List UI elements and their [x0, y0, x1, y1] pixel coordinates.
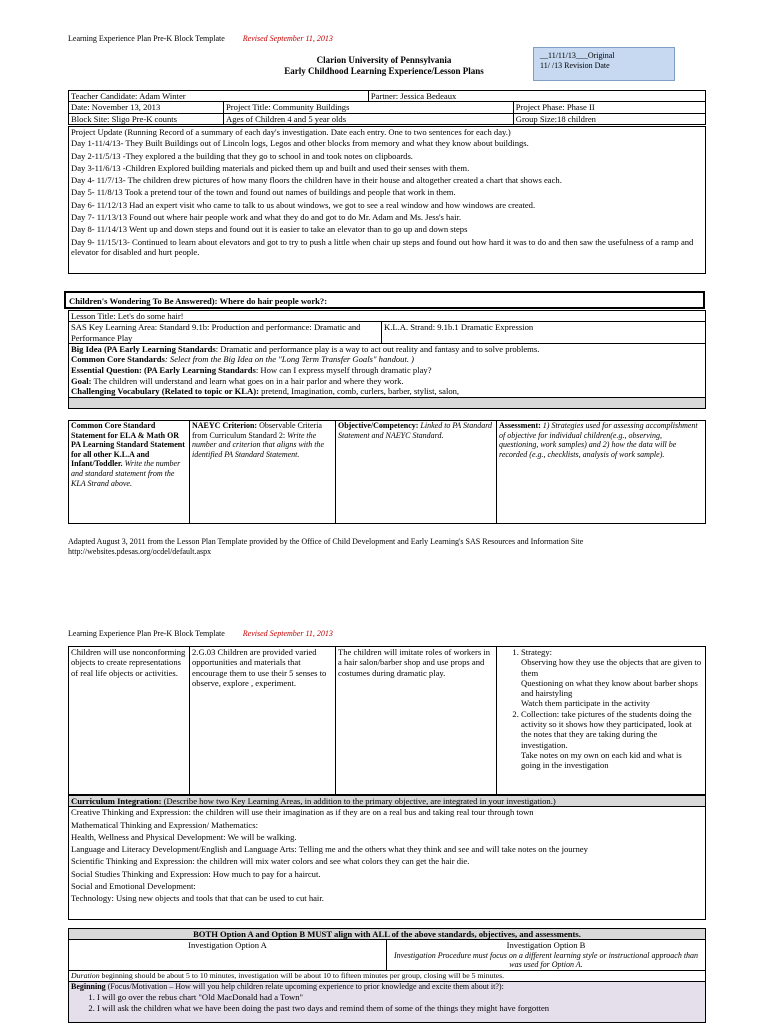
assessment — [497, 647, 706, 795]
kla-strand: K.L.A. Strand: 9.1b.1 Dramatic Expression — [382, 322, 706, 344]
col-naeyc-bold: NAEYC Criterion: — [192, 421, 258, 430]
vocabulary-text: pretend, Imagination, comb, curlers, barber, stylist, salon, — [258, 386, 460, 397]
beginning — [69, 982, 706, 1023]
collection-label: 2. Collection: take pictures of the students doing the activity so it shows how they participated, look at the notes that they are taking during the investigation. — [521, 708, 692, 750]
essential-question-text: : How can I express myself through dramatic play? — [255, 365, 432, 376]
integration-line: Creative Thinking and Expression: the children will use their imagination as if they are on a real bus and taking real tour through town — [71, 807, 534, 818]
big-idea — [71, 344, 703, 355]
footer-line-1: Adapted August 3, 2011 from the Lesson Plan Template provided by the Office of Child Development and Early Learning's SAS Resources and Information Site — [68, 537, 584, 546]
investigation-table — [68, 928, 706, 1023]
beginning-item: 1. I will go over the rebus chart "Old MacDonald had a Town" — [97, 992, 703, 1002]
strategy-line: Questioning on what they know about barber shops and hairstyling — [521, 677, 698, 699]
integration-line: Social Studies Thinking and Expression: How much to pay for a haircut. — [71, 868, 321, 879]
col-assessment — [497, 421, 706, 524]
strategy-label: 1. Strategy: — [521, 647, 553, 657]
integration-line: Technology: Using new objects and tools that that can be used to cut hair. — [71, 893, 324, 904]
beginning-text: (Focus/Motivation – How will you help children relate upcoming experience to prior knowledge and excite them about it?): — [105, 982, 504, 992]
option-a-heading: Investigation Option A — [69, 940, 387, 970]
title-line-2: Early Childhood Learning Experience/Lesson Plans — [284, 66, 484, 76]
essential-question — [71, 365, 703, 376]
standard-statement: Children will use nonconforming objects to create representations of real life objects or activities. — [69, 647, 190, 795]
revision-box — [533, 47, 675, 81]
goal-label: Goal: — [71, 375, 92, 386]
page1-header — [68, 34, 333, 43]
beginning-label: Beginning — [71, 982, 106, 992]
objectives-table — [68, 646, 706, 795]
option-b-heading: Investigation Option B — [506, 940, 586, 951]
day-entry: Day 5- 11/8/13 Took a pretend tour of the town and found out names of buildings and people that work in them. — [71, 187, 456, 198]
naeyc-criterion: 2.G.03 Children are provided varied opportunities and materials that encourage them to use their 5 senses to observe, explore , experiment. — [190, 647, 336, 795]
ages: Ages of Children 4 and 5 year olds — [224, 113, 514, 124]
beginning-list — [71, 992, 703, 1013]
integration-line: Social and Emotional Development: — [71, 881, 196, 892]
childrens-wondering — [64, 291, 705, 309]
curriculum-integration-text: (Describe how two Key Learning Areas, in addition to the primary objective, are integrated in your investigation.) — [161, 796, 556, 806]
day-entry: Day 4- 11/7/13- The children drew pictures of how many floors the children have in their house and altogether created a chart that shows each. — [71, 175, 562, 186]
lesson-title: Lesson Title: Let's do some hair! — [69, 311, 706, 322]
sas-key-learning-area: SAS Key Learning Area: Standard 9.1b: Production and performance: Dramatic and Performance Play — [69, 322, 382, 344]
strategy-line: Observing how they use the objects that are given to them — [521, 657, 702, 678]
essential-question-label: Essential Question: (PA Early Learning Standards — [71, 365, 256, 376]
vocabulary-label: Challenging Vocabulary (Related to topic or KLA): — [71, 386, 259, 397]
col-objective-bold: Objective/Competency: — [338, 421, 419, 430]
info-table — [68, 90, 706, 125]
standards-table — [68, 420, 706, 524]
project-phase: Project Phase: Phase II — [513, 102, 705, 113]
integration-line: Mathematical Thinking and Expression/ Mathematics: — [71, 819, 258, 830]
day-entry: Day 9- 11/15/13- Continued to learn about elevators and got to try to push a little when chair up steps and found out how hard it was to do and then saw the usefulness of a ramp and elevator for disabled and hurt people. — [71, 236, 694, 257]
option-b-cell — [387, 940, 706, 970]
big-idea-text: : Dramatic and performance play is a way to act out reality and fantasy and to solve problems. — [215, 343, 540, 354]
page1-footer — [68, 537, 708, 557]
block-site: Block Site: Sligo Pre-K counts — [69, 113, 224, 124]
integration-line: Health, Wellness and Physical Development: We will be walking. — [71, 831, 297, 842]
big-idea-block — [69, 343, 706, 397]
curriculum-integration-body — [69, 807, 705, 903]
page2-header-revised: Revised September 11, 2013 — [242, 629, 333, 638]
revision-date: 11/ /13 Revision Date — [540, 61, 610, 70]
duration-text: beginning should be about 5 to 10 minutes, investigation will be about 10 to fifteen minutes per group, closing will be 5 minutes. — [99, 970, 505, 980]
col-common-core-bold: Common Core Standard Statement for ELA & Math OR PA Learning Standard Statement for all other K.L.A and Infant/Toddler. — [71, 421, 185, 469]
col-naeyc-italic: Write the number and criterion that aligns with the identified PA Standard Statement. — [192, 430, 324, 459]
day-entry: Day 3-11/6/13 -Children Explored building materials and picked them up and built and used their senses with them. — [71, 162, 470, 173]
col-objective — [336, 421, 497, 524]
integration-line: Language and Literacy Development/English and Language Arts: Telling me and the others what they think and see and will take notes on the journey — [71, 844, 588, 855]
footer-link[interactable]: http://websites.pdesas.org/ocdel/default.aspx — [68, 547, 212, 556]
common-core-label: Common Core Standards — [71, 354, 165, 365]
revision-original: __11/11/13___Original — [540, 51, 615, 60]
project-update — [68, 126, 706, 274]
common-core — [71, 354, 703, 365]
teacher-candidate: Teacher Candidate: Adam Winter — [69, 91, 369, 102]
goal — [71, 376, 703, 387]
strategy-line: Watch them participate in the activity — [521, 698, 650, 709]
gray-separator — [69, 397, 706, 408]
objective: The children will imitate roles of workers in a hair salon/barber shop and use props and costumes during dramatic play. — [336, 647, 497, 795]
col-common-core — [69, 421, 190, 524]
day-entry: Day 2-11/5/13 -They explored a the building that they go to school in and took notes on clipboards. — [71, 150, 413, 161]
vocabulary — [71, 386, 703, 397]
common-core-text: : Select from the Big Idea on the "Long Term Transfer Goals" handout. ) — [164, 354, 415, 365]
day-entry: Day 1-11/4/13- They Built Buildings out of Lincoln logs, Legos and other blocks from memory and what they know about buildings. — [71, 138, 529, 149]
assessment-item-collection — [521, 709, 703, 771]
page1-header-revised: Revised September 11, 2013 — [242, 34, 333, 43]
group-size: Group Size:18 children — [513, 113, 705, 124]
beginning-item: 2. I will ask the children what we have been doing the past two days and remind them of some of the things they might have forgotten — [97, 1003, 703, 1013]
project-title: Project Title: Community Buildings — [224, 102, 514, 113]
day-entry: Day 8- 11/14/13 Went up and down steps and found out it is easier to take an elevator than to go up and down steps — [71, 224, 468, 235]
title-line-1: Clarion University of Pennsylvania — [316, 55, 452, 65]
duration — [69, 970, 706, 981]
page2-header-left: Learning Experience Plan Pre-K Block Template — [68, 629, 225, 638]
option-b-note: Investigation Procedure must focus on a different learning style or instructional approach than was used for Option A. — [393, 950, 699, 970]
beginning-heading — [71, 982, 703, 992]
project-update-heading: Project Update (Running Record of a summary of each day's investigation. Date each entry. One to two sentences for each day.) — [71, 127, 511, 137]
integration-line: Scientific Thinking and Expression: the children will mix water colors and see what colors they can get the hair die. — [71, 856, 470, 867]
wondering-text: Children's Wondering To Be Answered): Where do hair people work?: — [69, 296, 328, 306]
both-options-banner: BOTH Option A and Option B MUST align with ALL of the above standards, objectives, and assessments. — [69, 929, 706, 940]
curriculum-integration-header — [69, 796, 705, 807]
page2-header — [68, 629, 333, 638]
col-naeyc — [190, 421, 336, 524]
col-assessment-italic: 1) Strategies used for assessing accomplishment of objective for individual children(e.g., observing, questioning, work samples) and 2) how the data will be recorded (e.g., checklists, analysis of work sample). — [499, 421, 698, 459]
col-assessment-bold: Assessment: — [499, 421, 541, 430]
partner: Partner: Jessica Bedeaux — [368, 91, 705, 102]
goal-text: The children will understand and learn what goes on in a hair parlor and where they work. — [91, 375, 404, 386]
day-entry: Day 6- 11/12/13 Had an expert visit who came to talk to us about windows, we got to see a real window and how windows are created. — [71, 199, 536, 210]
collection-line: Take notes on my own on each kid and what is going in the investigation — [521, 749, 682, 771]
col-naeyc-text: Observable Criteria from Curriculum Standard 2: — [192, 421, 322, 440]
assessment-item-strategy — [521, 647, 703, 709]
lesson-table — [68, 310, 706, 409]
day-entry: Day 7- 11/13/13 Found out where hair people work and what they do and got to do Mr. Adam and Ms. Jess's hair. — [71, 212, 462, 223]
big-idea-label: Big Idea (PA Early Learning Standards — [71, 343, 216, 354]
page1-header-left: Learning Experience Plan Pre-K Block Template — [68, 34, 225, 43]
date: Date: November 13, 2013 — [69, 102, 224, 113]
col-objective-italic: Linked to PA Standard Statement and NAEYC Standard. — [338, 421, 493, 440]
curriculum-integration-label: Curriculum Integration: — [71, 796, 162, 806]
duration-label: Duration — [71, 970, 100, 980]
curriculum-integration — [68, 795, 706, 920]
col-common-core-italic: Write the number and standard statement from the KLA Strand above. — [71, 459, 181, 488]
